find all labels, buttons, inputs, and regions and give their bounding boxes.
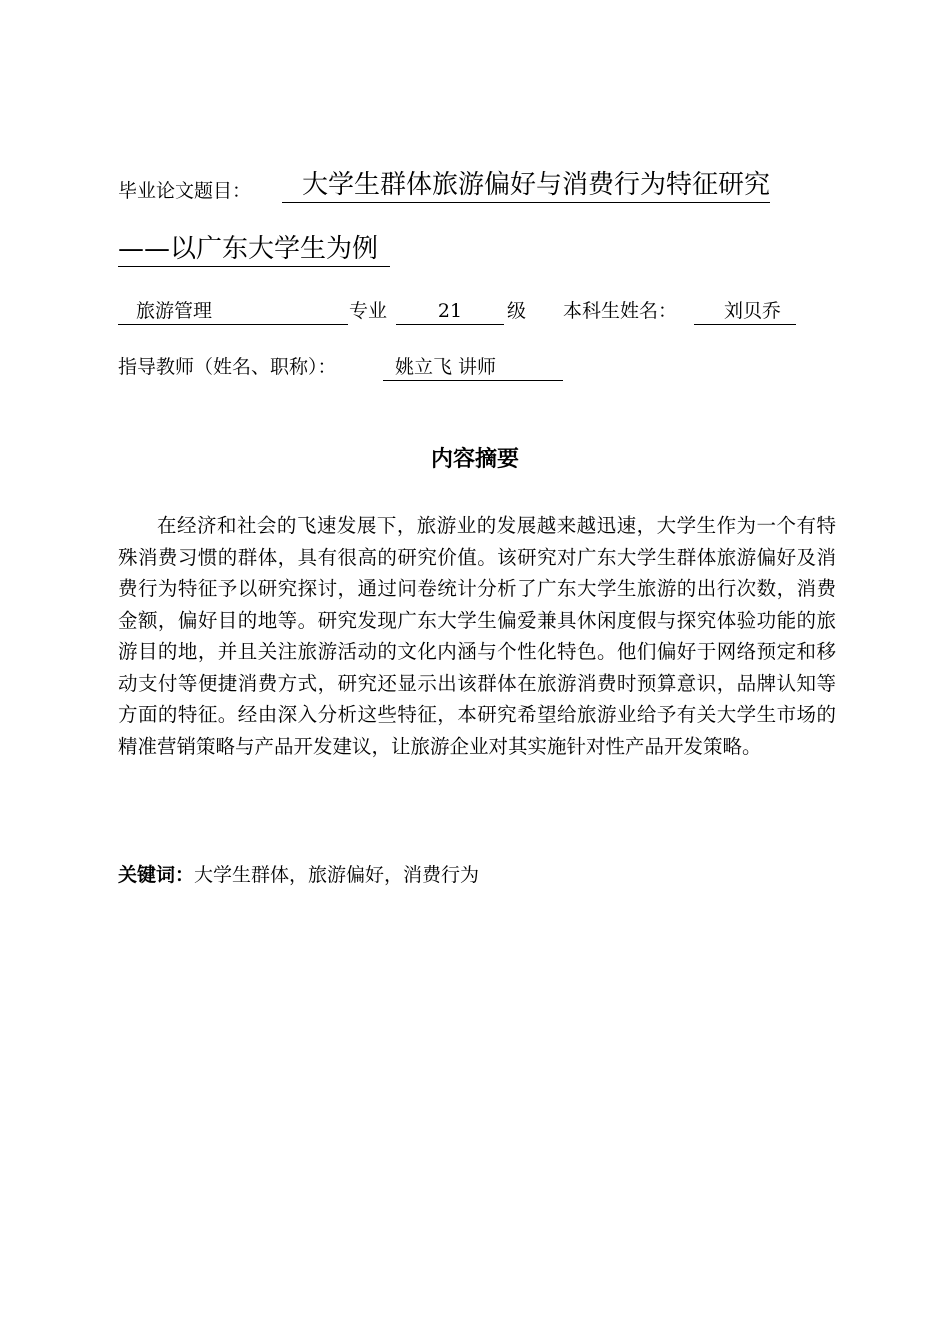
thesis-subtitle: ——以广东大学生为例 (118, 232, 390, 267)
advisor-value: 姚立飞 讲师 (383, 354, 563, 381)
abstract-heading: 内容摘要 (430, 447, 519, 472)
thesis-title: 大学生群体旅游偏好与消费行为特征研究 (282, 168, 770, 203)
keywords-value: 大学生群体，旅游偏好，消费行为 (194, 864, 480, 886)
keywords-line (118, 860, 479, 887)
thesis-title-label: 毕业论文题目： (118, 180, 252, 202)
year-value: 21 (396, 298, 504, 325)
major-label: 专业 (349, 300, 388, 322)
keywords-label: 关键词： (118, 864, 195, 886)
year-label: 级 (507, 300, 527, 322)
major-value: 旅游管理 (118, 298, 348, 325)
advisor-label: 指导教师（姓名、职称）： (118, 356, 337, 378)
abstract-body: 在经济和社会的飞速发展下，旅游业的发展越来越迅速，大学生作为一个有特殊消费习惯的群体，具有很高的研究价值。该研究对广东大学生群体旅游偏好及消费行为特征予以研究探讨，通过问卷统计分析了广东大学生旅游的出行次数，消费金额，偏好目的地等。研究发现广东大学生偏爱兼具休闲度假与探究体验功能的旅游目的地，并且关注旅游活动的文化内涵与个性化特色。他们偏好于网络预定和移动支付等便捷消费方式，研究还显示出该群体在旅游消费时预算意识，品牌认知等方面的特征。经由深入分析这些特征，本研究希望给旅游业给予有关大学生市场的精准营销策略与产品开发建议，让旅游企业对其实施针对性产品开发策略。 (118, 514, 836, 758)
student-name-value: 刘贝乔 (694, 298, 796, 325)
student-name-label: 本科生姓名： (563, 300, 678, 322)
